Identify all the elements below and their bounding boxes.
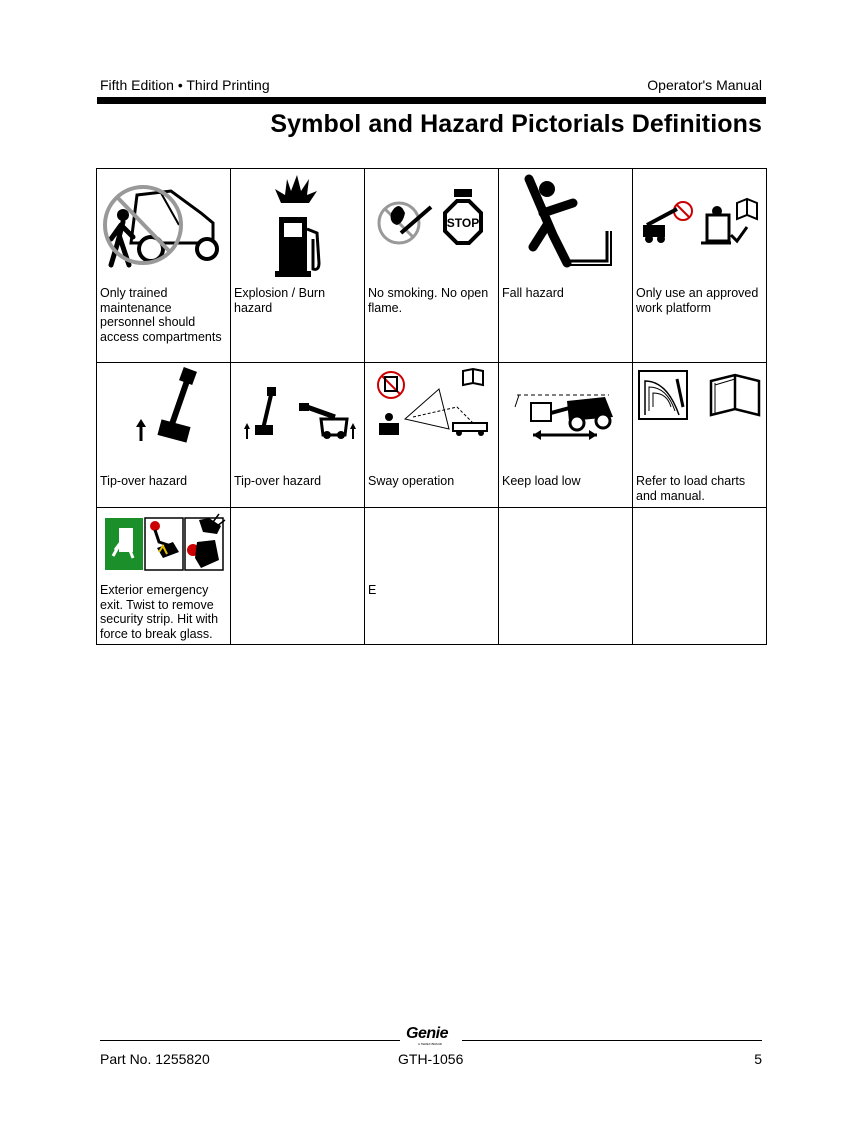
- table-cell-caption: Exterior emergency exit. Twist to remove security strip. Hit with force to break glass.: [100, 583, 219, 641]
- tip-over-icon: [101, 367, 227, 443]
- table-cell-caption: E: [368, 583, 377, 597]
- table-cell: [365, 363, 498, 507]
- table-cell-caption: No smoking. No open flame.: [368, 286, 489, 315]
- page-title: Symbol and Hazard Pictorials Definitions: [270, 110, 762, 138]
- table-cell: [633, 363, 766, 507]
- table-cell: [97, 169, 230, 362]
- footer-part-number: Part No. 1255820: [100, 1051, 210, 1067]
- table-cell-caption: Tip-over hazard: [234, 474, 322, 488]
- svg-text:STOP: STOP: [446, 216, 480, 230]
- table-cell-caption: Refer to load charts and manual.: [636, 474, 746, 503]
- table-cell: [499, 508, 632, 644]
- fall-hazard-icon: [503, 173, 629, 285]
- table-cell: [231, 508, 364, 644]
- table-cell: [499, 363, 632, 507]
- footer-model: GTH-1056: [398, 1051, 464, 1067]
- genie-logo-tagline: A TEREX BRAND: [418, 1042, 442, 1046]
- table-cell-caption: Sway operation: [368, 474, 455, 488]
- no-smoking-icon: [369, 173, 495, 285]
- genie-logo: Genie: [406, 1025, 448, 1042]
- footer-rule-right: [462, 1040, 762, 1041]
- emergency-exit-icon: [101, 512, 227, 580]
- table-cell-caption: Only trained maintenance personnel should access compartments: [100, 286, 222, 344]
- sway-operation-icon: [369, 367, 495, 443]
- table-cell-caption: Fall hazard: [502, 286, 564, 300]
- table-cell: [231, 363, 364, 507]
- table-cell: [231, 169, 364, 362]
- table-cell: [633, 508, 766, 644]
- table-row: [97, 363, 767, 508]
- table-cell: [633, 169, 766, 362]
- table-cell: [499, 169, 632, 362]
- header-rule: [97, 97, 766, 104]
- table-cell: [97, 363, 230, 507]
- table-cell-caption: Only use an approved work platform: [636, 286, 759, 315]
- table-cell: [97, 508, 230, 644]
- table-cell-caption: Explosion / Burn hazard: [234, 286, 326, 315]
- restricted-access-icon: [101, 173, 227, 285]
- table-row: [97, 169, 767, 363]
- keep-load-low-icon: [503, 367, 629, 443]
- approved-platform-icon: [637, 173, 763, 285]
- pictorials-table: [96, 168, 767, 645]
- table-row: [97, 508, 767, 645]
- footer-page-number: 5: [754, 1051, 762, 1067]
- table-cell: [365, 508, 498, 644]
- load-chart-manual-icon: [637, 367, 763, 443]
- table-cell-caption: Keep load low: [502, 474, 581, 488]
- explosion-burn-icon: [235, 173, 361, 285]
- table-cell-caption: Tip-over hazard: [100, 474, 188, 488]
- tip-over-two-icon: [235, 367, 361, 443]
- table-cell: [365, 169, 498, 362]
- header-edition: Fifth Edition • Third Printing: [100, 77, 270, 93]
- header-manual-name: Operator's Manual: [647, 77, 762, 93]
- footer-rule-left: [100, 1040, 400, 1041]
